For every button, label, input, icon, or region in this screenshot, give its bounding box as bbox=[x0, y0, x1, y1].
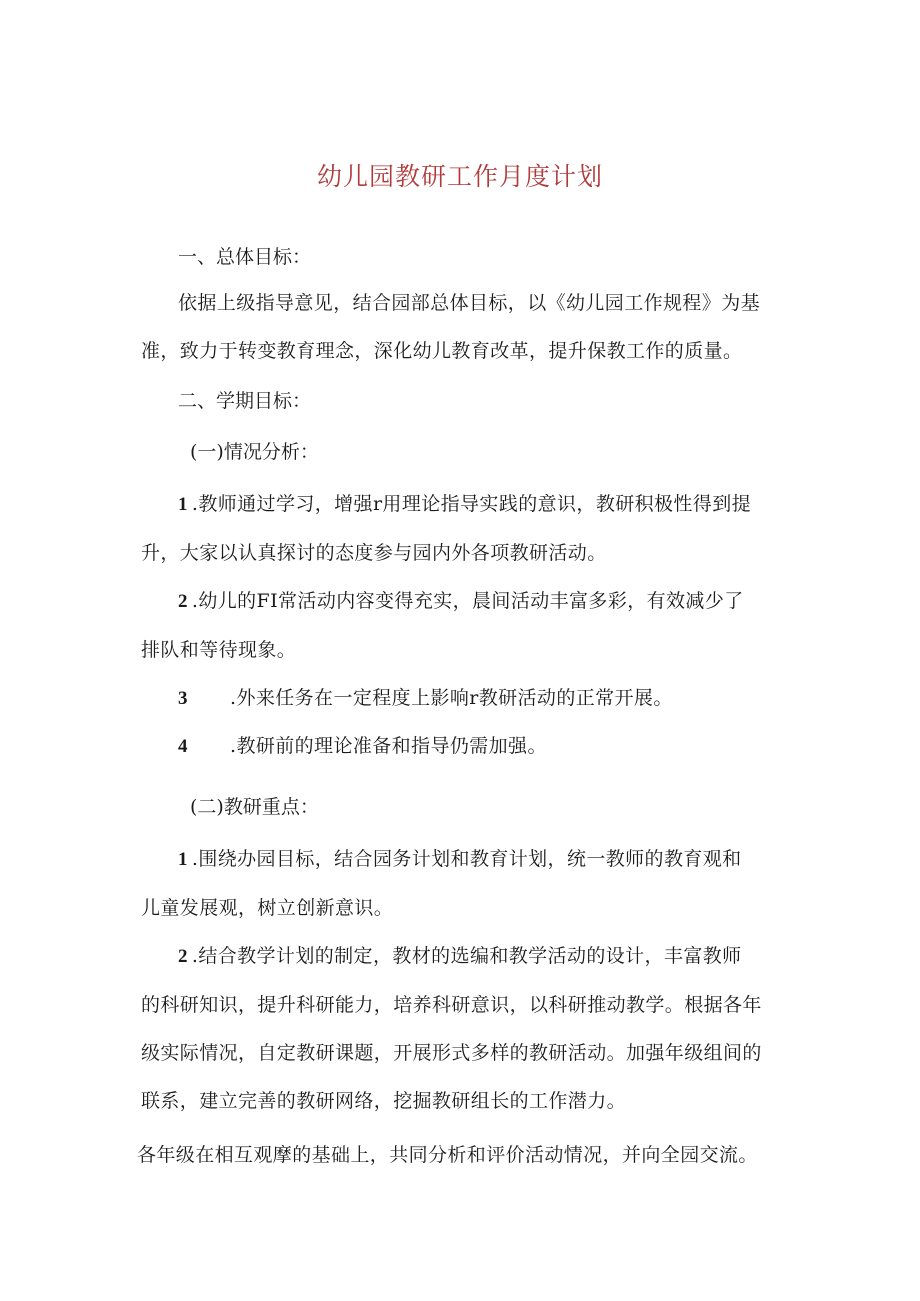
overall-goal-paragraph bbox=[141, 279, 821, 375]
item-number: 2 bbox=[178, 946, 188, 967]
document-title: 幼儿园教研工作月度计划 bbox=[316, 162, 603, 191]
paragraph-line: 排队和等待现象。 bbox=[141, 639, 297, 661]
list-item bbox=[141, 932, 821, 1125]
list-item bbox=[141, 577, 821, 674]
list-item bbox=[141, 722, 821, 771]
paragraph-line: 依据上级指导意见，结合园部总体目标，以《幼儿园工作规程》为基 bbox=[178, 292, 761, 314]
closing-paragraph bbox=[137, 1131, 837, 1179]
paragraph-line bbox=[141, 835, 821, 884]
paragraph-line bbox=[141, 577, 821, 626]
item-number: 2 bbox=[178, 591, 188, 612]
item-number: 1 bbox=[178, 494, 188, 515]
paragraph-line: 准，致力于转变教育理念，深化幼儿教育改革，提升保教工作的质量。 bbox=[141, 340, 743, 362]
item-text: .幼儿的FI常活动内容变得充实，晨间活动丰富多彩，有效减少了 bbox=[191, 590, 744, 612]
section-heading-overall-goal: 一、总体目标： bbox=[178, 246, 312, 268]
paragraph-line: 儿童发展观，树立创新意识。 bbox=[141, 897, 394, 919]
item-text: .围绕办园目标，结合园务计划和教育计划，统一教师的教育观和 bbox=[191, 848, 742, 870]
item-text: .教师通过学习，增强r用理论指导实践的意识，教研积极性得到提 bbox=[191, 493, 752, 515]
paragraph-line bbox=[141, 722, 821, 771]
list-item bbox=[141, 674, 821, 723]
item-number: 4 bbox=[178, 736, 188, 757]
paragraph-line: 级实际情况，自定教研课题，开展形式多样的教研活动。加强年级组间的 bbox=[141, 1042, 762, 1064]
paragraph-line: 联系，建立完善的教研网络，挖掘教研组长的工作潜力。 bbox=[141, 1090, 627, 1112]
paragraph-line: 的科研知识，提升科研能力，培养科研意识，以科研推动教学。根据各年 bbox=[141, 994, 762, 1016]
item-text: .教研前的理论准备和指导仍需加强。 bbox=[230, 735, 547, 757]
item-number: 1 bbox=[178, 849, 188, 870]
item-text: .结合教学计划的制定，教材的选编和教学活动的设计，丰富教师 bbox=[191, 945, 742, 967]
paragraph-line: 升，大家以认真探讨的态度参与园内外各项教研活动。 bbox=[141, 542, 607, 564]
item-text: .外来任务在一定程度上影响r教研活动的正常开展。 bbox=[230, 687, 673, 709]
paragraph-line bbox=[141, 674, 821, 723]
subsection-label-situation-analysis: (一)情况分析： bbox=[190, 441, 319, 463]
list-item bbox=[141, 835, 821, 932]
subsection-label-research-focus: (二)教研重点： bbox=[190, 796, 319, 818]
paragraph-line bbox=[141, 480, 821, 529]
paragraph-line: 各年级在相互观摩的基础上，共同分析和评价活动情况，并向全园交流。 bbox=[137, 1144, 758, 1166]
list-item bbox=[141, 480, 821, 577]
paragraph-line bbox=[141, 932, 821, 981]
item-number: 3 bbox=[178, 688, 188, 709]
section-heading-semester-goal: 二、学期目标： bbox=[178, 390, 312, 412]
